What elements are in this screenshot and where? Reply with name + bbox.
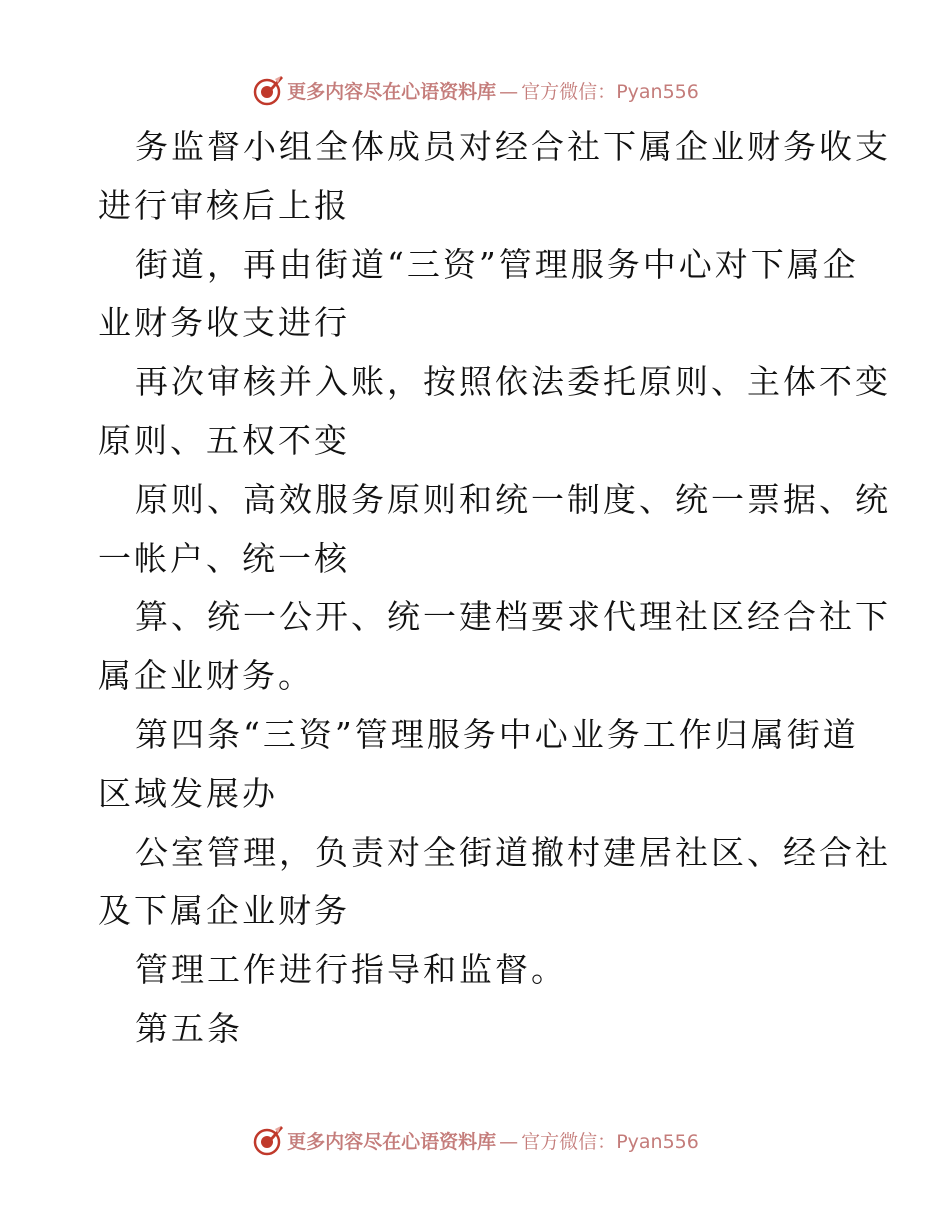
quill-logo-icon bbox=[251, 73, 285, 107]
body-line: 公室管理，负责对全街道撤村建居社区、经合社 bbox=[135, 832, 891, 872]
body-line: 业财务收支进行 bbox=[98, 303, 350, 343]
body-line: 一帐户、统一核 bbox=[98, 538, 350, 578]
banner-wechat-id: Pyan556 bbox=[616, 1130, 699, 1153]
body-line: 务监督小组全体成员对经合社下属企业财务收支 bbox=[135, 127, 891, 166]
banner-official-label: 官方微信： bbox=[521, 1130, 617, 1153]
body-line: 街道，再由街道“三资”管理服务中心对下属企 bbox=[135, 244, 859, 284]
banner-dash: — bbox=[499, 1130, 519, 1153]
body-line: 及下属企业财务 bbox=[98, 891, 350, 931]
document-body bbox=[98, 118, 891, 1059]
body-line: 属企业财务。 bbox=[98, 656, 314, 696]
banner-main-text: 更多内容尽在心语资料库 bbox=[287, 80, 497, 103]
body-line: 进行审核后上报 bbox=[98, 185, 350, 225]
quill-logo-icon bbox=[251, 1123, 285, 1157]
header-banner bbox=[0, 70, 950, 110]
banner-text bbox=[287, 77, 699, 104]
body-line: 再次审核并入账，按照依法委托原则、主体不变 bbox=[135, 362, 891, 402]
banner-dash: — bbox=[499, 80, 519, 103]
banner-official-label: 官方微信： bbox=[521, 80, 617, 103]
banner-text bbox=[287, 1127, 699, 1154]
body-line: 原则、高效服务原则和统一制度、统一票据、统 bbox=[135, 479, 891, 519]
footer-banner bbox=[0, 1120, 950, 1160]
body-line: 区域发展办 bbox=[98, 773, 278, 813]
body-line: 原则、五权不变 bbox=[98, 420, 350, 460]
body-line: 第四条“三资”管理服务中心业务工作归属街道 bbox=[135, 714, 859, 754]
body-line: 算、统一公开、统一建档要求代理社区经合社下 bbox=[135, 597, 891, 637]
body-line: 管理工作进行指导和监督。 bbox=[135, 950, 567, 990]
banner-wechat-id: Pyan556 bbox=[616, 80, 699, 103]
banner-main-text: 更多内容尽在心语资料库 bbox=[287, 1130, 497, 1153]
body-line: 第五条 bbox=[135, 1008, 243, 1048]
